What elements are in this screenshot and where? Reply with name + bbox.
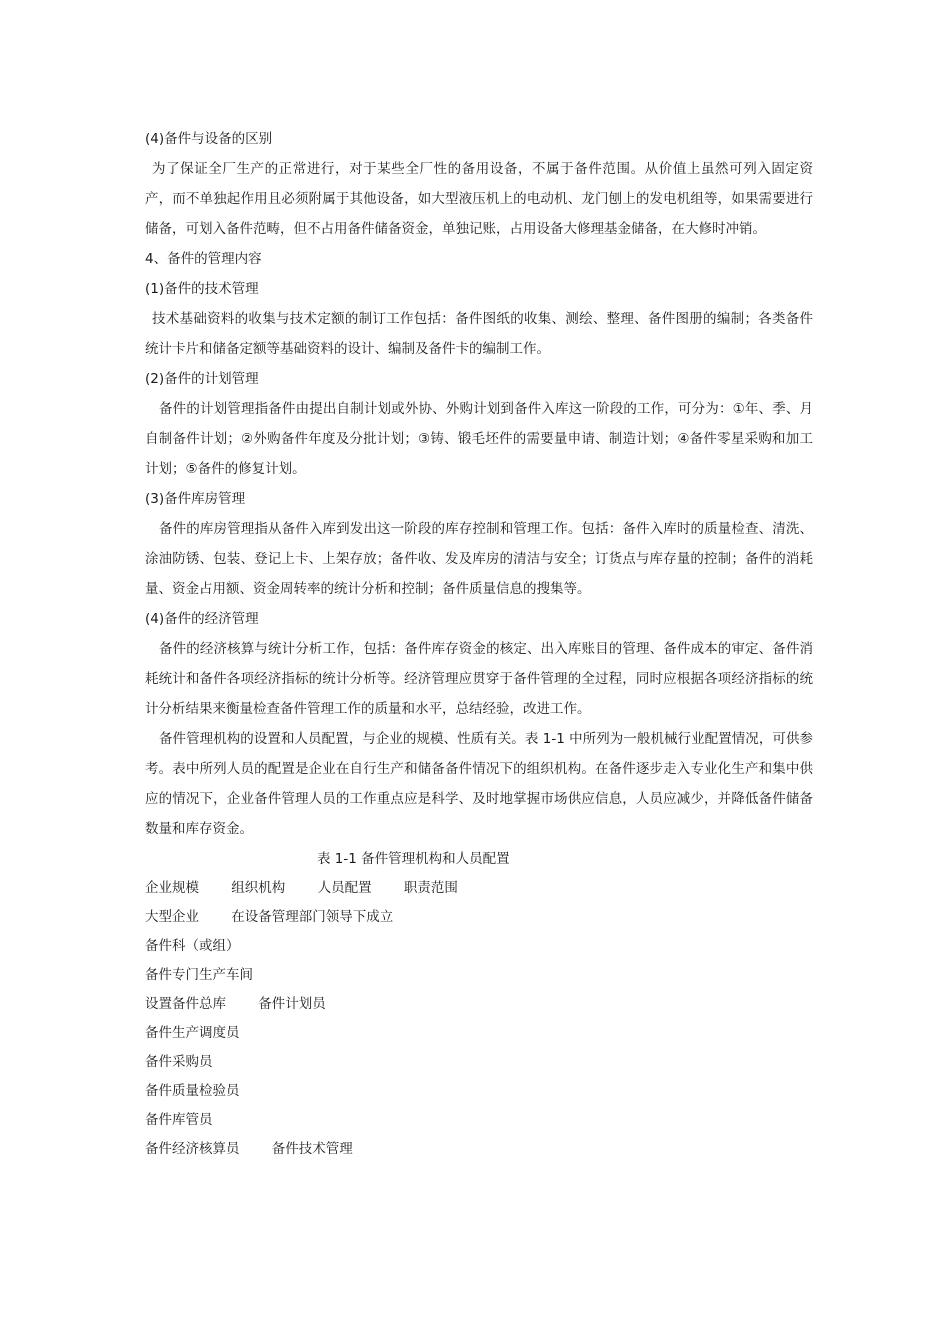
table-cell: 企业规模 [145, 880, 199, 896]
table-cell: 备件技术管理 [271, 1141, 353, 1157]
table-row [145, 903, 813, 932]
table-cell: 职责范围 [403, 880, 458, 896]
table-cell: 组织机构 [231, 880, 286, 896]
subsection-heading-economic: (4)备件的经济管理 [145, 611, 259, 627]
table-row [145, 961, 813, 990]
subsection-heading-planning: (2)备件的计划管理 [145, 371, 259, 387]
document-page [145, 124, 813, 1164]
table-cell: 在设备管理部门领导下成立 [231, 909, 394, 925]
table-cell: 人员配置 [317, 880, 372, 896]
table-row [145, 1135, 813, 1164]
table-row [145, 1106, 813, 1135]
subsection-heading-warehouse: (3)备件库房管理 [145, 491, 246, 507]
table-cell: 大型企业 [145, 909, 199, 925]
table-cell: 备件生产调度员 [145, 1025, 240, 1041]
table-1-1 [145, 874, 813, 1164]
paragraph-parts-vs-equipment: 为了保证全厂生产的正常进行，对于某些全厂性的备用设备，不属于备件范围。从价值上虽然可列入固定资产，而不单独起作用且必须附属于其他设备，如大型液压机上的电动机、龙门刨上的发电机组等，如果需要进行储备，可划入备件范畴，但不占用备件储备资金，单独记账，占用设备大修理基金储备，在大修时冲销。 [145, 161, 813, 237]
table-cell: 备件科（或组） [145, 938, 240, 954]
table-cell: 设置备件总库 [145, 996, 226, 1012]
paragraph-warehouse: 备件的库房管理指从备件入库到发出这一阶段的库存控制和管理工作。包括：备件入库时的质量检查、清洗、涂油防锈、包装、登记上卡、上架存放；备件收、发及库房的清洁与安全；订货点与库存量的控制；备件的消耗量、资金占用额、资金周转率的统计分析和控制；备件质量信息的搜集等。 [145, 521, 813, 597]
section-heading-parts-vs-equipment: (4)备件与设备的区别 [145, 131, 273, 147]
table-caption: 表 1-1 备件管理机构和人员配置 [317, 851, 510, 867]
table-cell: 备件经济核算员 [145, 1141, 240, 1157]
paragraph-planning: 备件的计划管理指备件由提出自制计划或外协、外购计划到备件入库这一阶段的工作，可分为：①年、季、月自制备件计划；②外购备件年度及分批计划；③铸、锻毛坯件的需要量申请、制造计划；④备件零星采购和加工计划；⑤备件的修复计划。 [145, 401, 813, 477]
section-heading-management-content: 4、备件的管理内容 [145, 251, 262, 267]
table-header-row [145, 874, 813, 903]
table-row [145, 1048, 813, 1077]
table-cell: 备件库管员 [145, 1112, 213, 1128]
table-cell: 备件专门生产车间 [145, 967, 253, 983]
table-row [145, 990, 813, 1019]
table-cell: 备件采购员 [145, 1054, 213, 1070]
table-row [145, 1077, 813, 1106]
table-row [145, 1019, 813, 1048]
table-cell: 备件计划员 [258, 996, 326, 1012]
subsection-heading-technical: (1)备件的技术管理 [145, 281, 259, 297]
paragraph-organization: 备件管理机构的设置和人员配置，与企业的规模、性质有关。表 1-1 中所列为一般机械行业配置情况，可供参考。表中所列人员的配置是企业在自行生产和储备备件情况下的组织机构。在备件逐步走入专业化生产和集中供应的情况下，企业备件管理人员的工作重点应是科学、及时地掌握市场供应信息，人员应减少，并降低备件储备数量和库存资金。 [145, 731, 813, 837]
paragraph-technical: 技术基础资料的收集与技术定额的制订工作包括：备件图纸的收集、测绘、整理、备件图册的编制；各类备件统计卡片和储备定额等基础资料的设计、编制及备件卡的编制工作。 [145, 311, 813, 357]
table-row [145, 932, 813, 961]
table-cell: 备件质量检验员 [145, 1083, 240, 1099]
paragraph-economic: 备件的经济核算与统计分析工作，包括：备件库存资金的核定、出入库账目的管理、备件成本的审定、备件消耗统计和备件各项经济指标的统计分析等。经济管理应贯穿于备件管理的全过程，同时应根据各项经济指标的统计分析结果来衡量检查备件管理工作的质量和水平，总结经验，改进工作。 [145, 641, 813, 717]
